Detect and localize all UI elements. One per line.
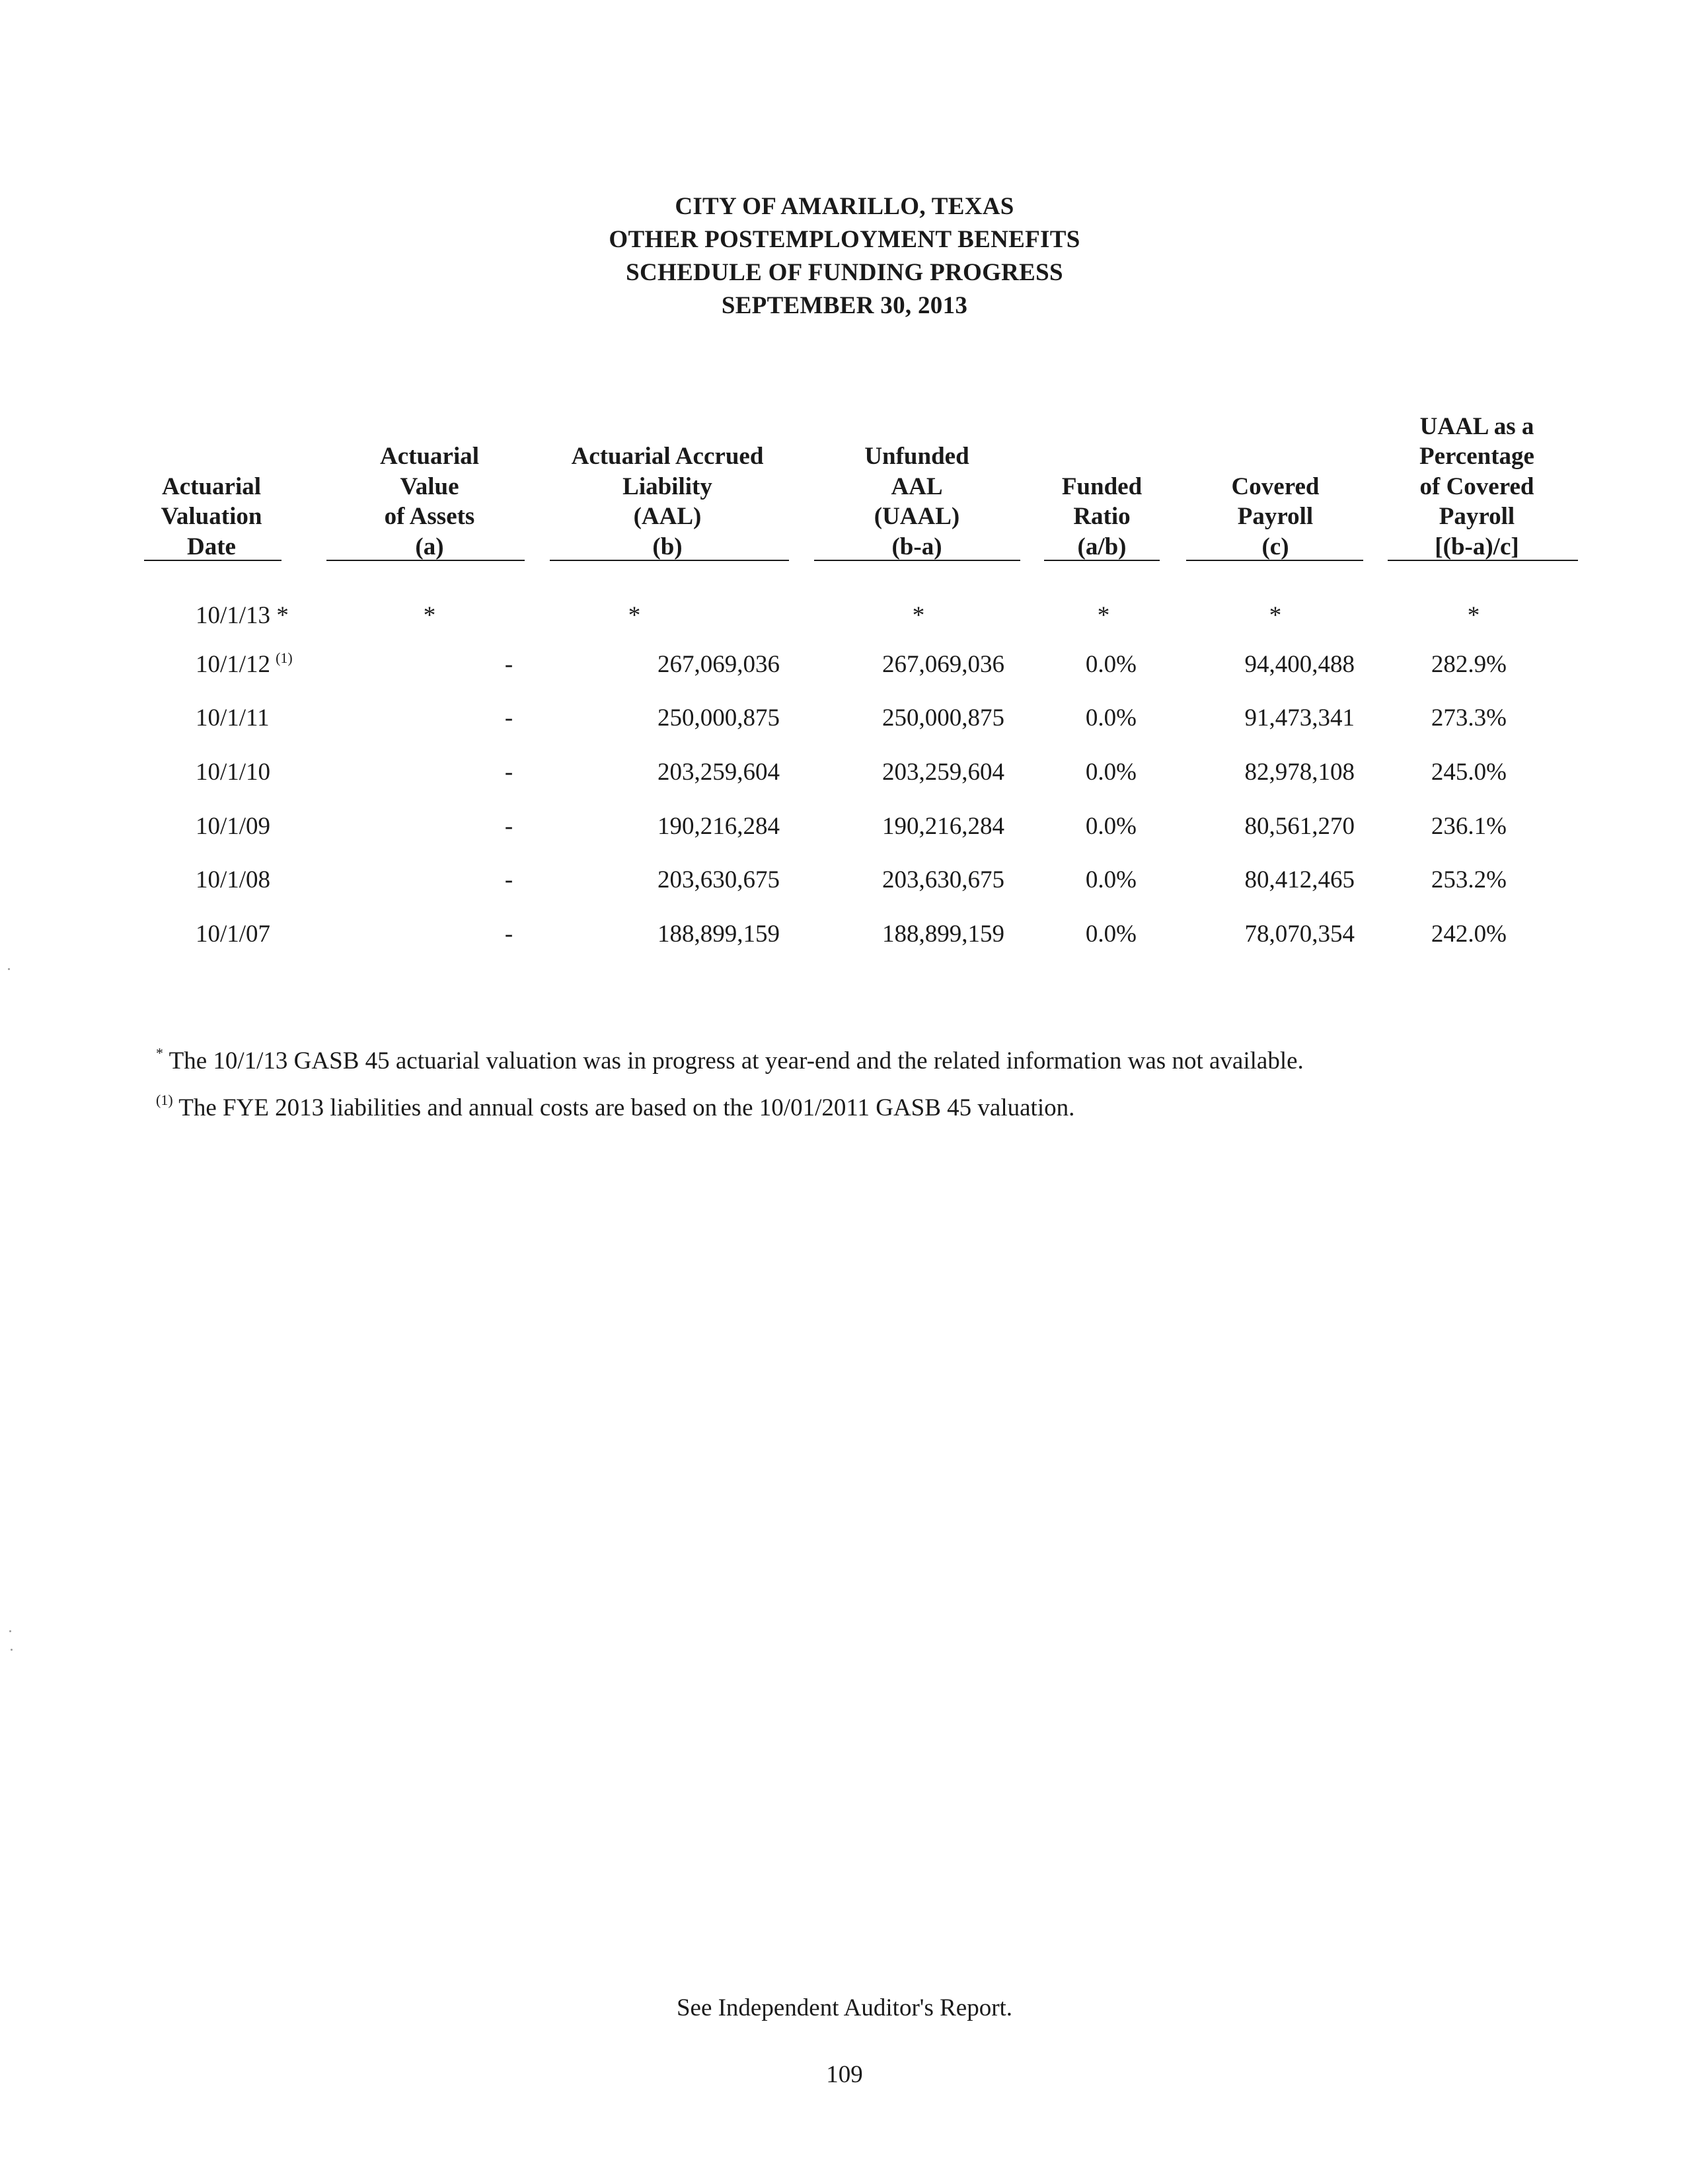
footnote-text: The 10/1/13 GASB 45 actuarial valuation was in progress at year-end and the related information was not available. bbox=[169, 1047, 1304, 1074]
scan-speck bbox=[9, 1630, 11, 1632]
footnote-one bbox=[156, 1094, 1074, 1125]
title-date: SEPTEMBER 30, 2013 bbox=[721, 292, 968, 319]
cell-aal: 267,069,036 bbox=[657, 651, 780, 678]
header-underlined-label: (a/b) bbox=[1077, 533, 1127, 560]
header-underlined-label: [(b-a)/c] bbox=[1435, 533, 1519, 560]
cell-ratio: 0.0% bbox=[1085, 759, 1137, 786]
cell-payroll: 80,561,270 bbox=[1244, 813, 1355, 840]
column-header-aal bbox=[548, 441, 786, 562]
cell-uaal: 250,000,875 bbox=[882, 704, 1004, 732]
header-rule bbox=[1044, 560, 1160, 561]
cell-pct: 245.0% bbox=[1431, 759, 1507, 786]
cell-pct: 273.3% bbox=[1431, 704, 1507, 732]
cell-ratio: 0.0% bbox=[1085, 866, 1137, 893]
cell-pct: 236.1% bbox=[1431, 813, 1507, 840]
header-line: Actuarial bbox=[161, 472, 262, 500]
cell-date: 10/1/08 bbox=[196, 866, 271, 893]
cell-date: 10/1/07 bbox=[196, 921, 271, 948]
header-rule bbox=[1186, 560, 1363, 561]
header-line: (AAL) bbox=[633, 503, 702, 530]
column-header-valuation-date bbox=[139, 472, 284, 562]
cell-aal: 188,899,159 bbox=[657, 921, 780, 948]
cell-ratio: 0.0% bbox=[1085, 651, 1137, 678]
header-line: Liability bbox=[622, 472, 712, 500]
footnote-marker: (1) bbox=[276, 650, 293, 666]
cell-payroll: 94,400,488 bbox=[1244, 651, 1355, 678]
column-header-covered-payroll bbox=[1189, 472, 1361, 562]
header-line: Valuation bbox=[161, 503, 262, 530]
cell-assets: - bbox=[504, 813, 513, 840]
cell-date bbox=[196, 650, 293, 682]
header-line: Ratio bbox=[1073, 503, 1131, 530]
cell-assets: - bbox=[504, 651, 513, 678]
column-header-funded-ratio bbox=[1041, 472, 1163, 562]
cell-date bbox=[196, 601, 289, 630]
header-line: Payroll bbox=[1237, 503, 1314, 530]
cell-assets: - bbox=[504, 921, 513, 948]
header-line: Actuarial bbox=[379, 443, 480, 470]
cell-assets: - bbox=[504, 704, 513, 732]
header-rule bbox=[550, 560, 789, 561]
title-subject: OTHER POSTEMPLOYMENT BENEFITS bbox=[609, 226, 1080, 253]
cell-ratio: 0.0% bbox=[1085, 813, 1137, 840]
column-header-actuarial-value bbox=[344, 441, 515, 562]
cell-aal: 190,216,284 bbox=[657, 813, 780, 840]
column-header-uaal bbox=[823, 441, 1011, 562]
header-underlined-label: (b-a) bbox=[891, 533, 942, 560]
page-number: 109 bbox=[826, 2061, 863, 2088]
header-line: Value bbox=[400, 472, 459, 500]
cell-uaal: 267,069,036 bbox=[882, 651, 1004, 678]
header-line: of Covered bbox=[1419, 472, 1534, 500]
header-line: UAAL as a bbox=[1419, 412, 1534, 440]
footnote-mark: * bbox=[156, 1045, 163, 1061]
report-title bbox=[0, 190, 1689, 322]
header-line: Unfunded bbox=[864, 443, 969, 470]
date-value: 10/1/13 bbox=[196, 602, 271, 629]
cell-date: 10/1/09 bbox=[196, 813, 271, 840]
footnote-mark: (1) bbox=[156, 1092, 173, 1108]
cell-ratio: 0.0% bbox=[1085, 921, 1137, 948]
scan-speck bbox=[11, 1649, 13, 1651]
date-asterisk-mark: * bbox=[276, 602, 289, 629]
cell-uaal: 190,216,284 bbox=[882, 813, 1004, 840]
cell-date: 10/1/10 bbox=[196, 759, 271, 786]
footnote-text: The FYE 2013 liabilities and annual costs are based on the 10/01/2011 GASB 45 valuation. bbox=[178, 1094, 1075, 1121]
cell-pct: 282.9% bbox=[1431, 651, 1507, 678]
scan-speck bbox=[8, 968, 10, 970]
column-header-uaal-percentage bbox=[1391, 412, 1563, 562]
header-underlined-label: (b) bbox=[652, 533, 683, 560]
header-rule bbox=[814, 560, 1020, 561]
header-underlined-label: Date bbox=[187, 533, 236, 560]
cell-payroll: * bbox=[1269, 602, 1282, 629]
cell-aal: * bbox=[628, 602, 641, 629]
cell-ratio: 0.0% bbox=[1085, 704, 1137, 732]
cell-payroll: 91,473,341 bbox=[1244, 704, 1355, 732]
header-line: (UAAL) bbox=[874, 503, 960, 530]
header-line: Funded bbox=[1061, 472, 1143, 500]
header-line: Covered bbox=[1231, 472, 1320, 500]
cell-pct: 253.2% bbox=[1431, 866, 1507, 893]
cell-uaal: 203,630,675 bbox=[882, 866, 1004, 893]
cell-assets: * bbox=[423, 602, 436, 629]
header-line: Payroll bbox=[1439, 503, 1515, 530]
cell-assets: - bbox=[504, 866, 513, 893]
header-underlined-label: (a) bbox=[415, 533, 444, 560]
auditor-report-note: See Independent Auditor's Report. bbox=[676, 1994, 1013, 2021]
header-line: AAL bbox=[891, 472, 943, 500]
header-underlined-label: (c) bbox=[1261, 533, 1289, 560]
header-line: of Assets bbox=[384, 503, 475, 530]
cell-payroll: 80,412,465 bbox=[1244, 866, 1355, 893]
cell-payroll: 82,978,108 bbox=[1244, 759, 1355, 786]
header-rule bbox=[1388, 560, 1578, 561]
title-entity: CITY OF AMARILLO, TEXAS bbox=[675, 193, 1014, 220]
cell-pct: 242.0% bbox=[1431, 921, 1507, 948]
cell-aal: 203,259,604 bbox=[657, 759, 780, 786]
footnote-asterisk bbox=[156, 1047, 1304, 1078]
header-line: Percentage bbox=[1419, 443, 1534, 470]
header-rule bbox=[144, 560, 282, 561]
header-line: Actuarial Accrued bbox=[571, 443, 764, 470]
cell-payroll: 78,070,354 bbox=[1244, 921, 1355, 948]
cell-uaal: 203,259,604 bbox=[882, 759, 1004, 786]
cell-aal: 250,000,875 bbox=[657, 704, 780, 732]
date-value: 10/1/12 bbox=[196, 651, 271, 678]
title-schedule: SCHEDULE OF FUNDING PROGRESS bbox=[626, 259, 1063, 286]
cell-assets: - bbox=[504, 759, 513, 786]
cell-pct: * bbox=[1467, 602, 1480, 629]
cell-uaal: 188,899,159 bbox=[882, 921, 1004, 948]
cell-aal: 203,630,675 bbox=[657, 866, 780, 893]
header-rule bbox=[326, 560, 525, 561]
cell-ratio: * bbox=[1097, 602, 1110, 629]
cell-date: 10/1/11 bbox=[196, 704, 270, 732]
cell-uaal: * bbox=[912, 602, 925, 629]
